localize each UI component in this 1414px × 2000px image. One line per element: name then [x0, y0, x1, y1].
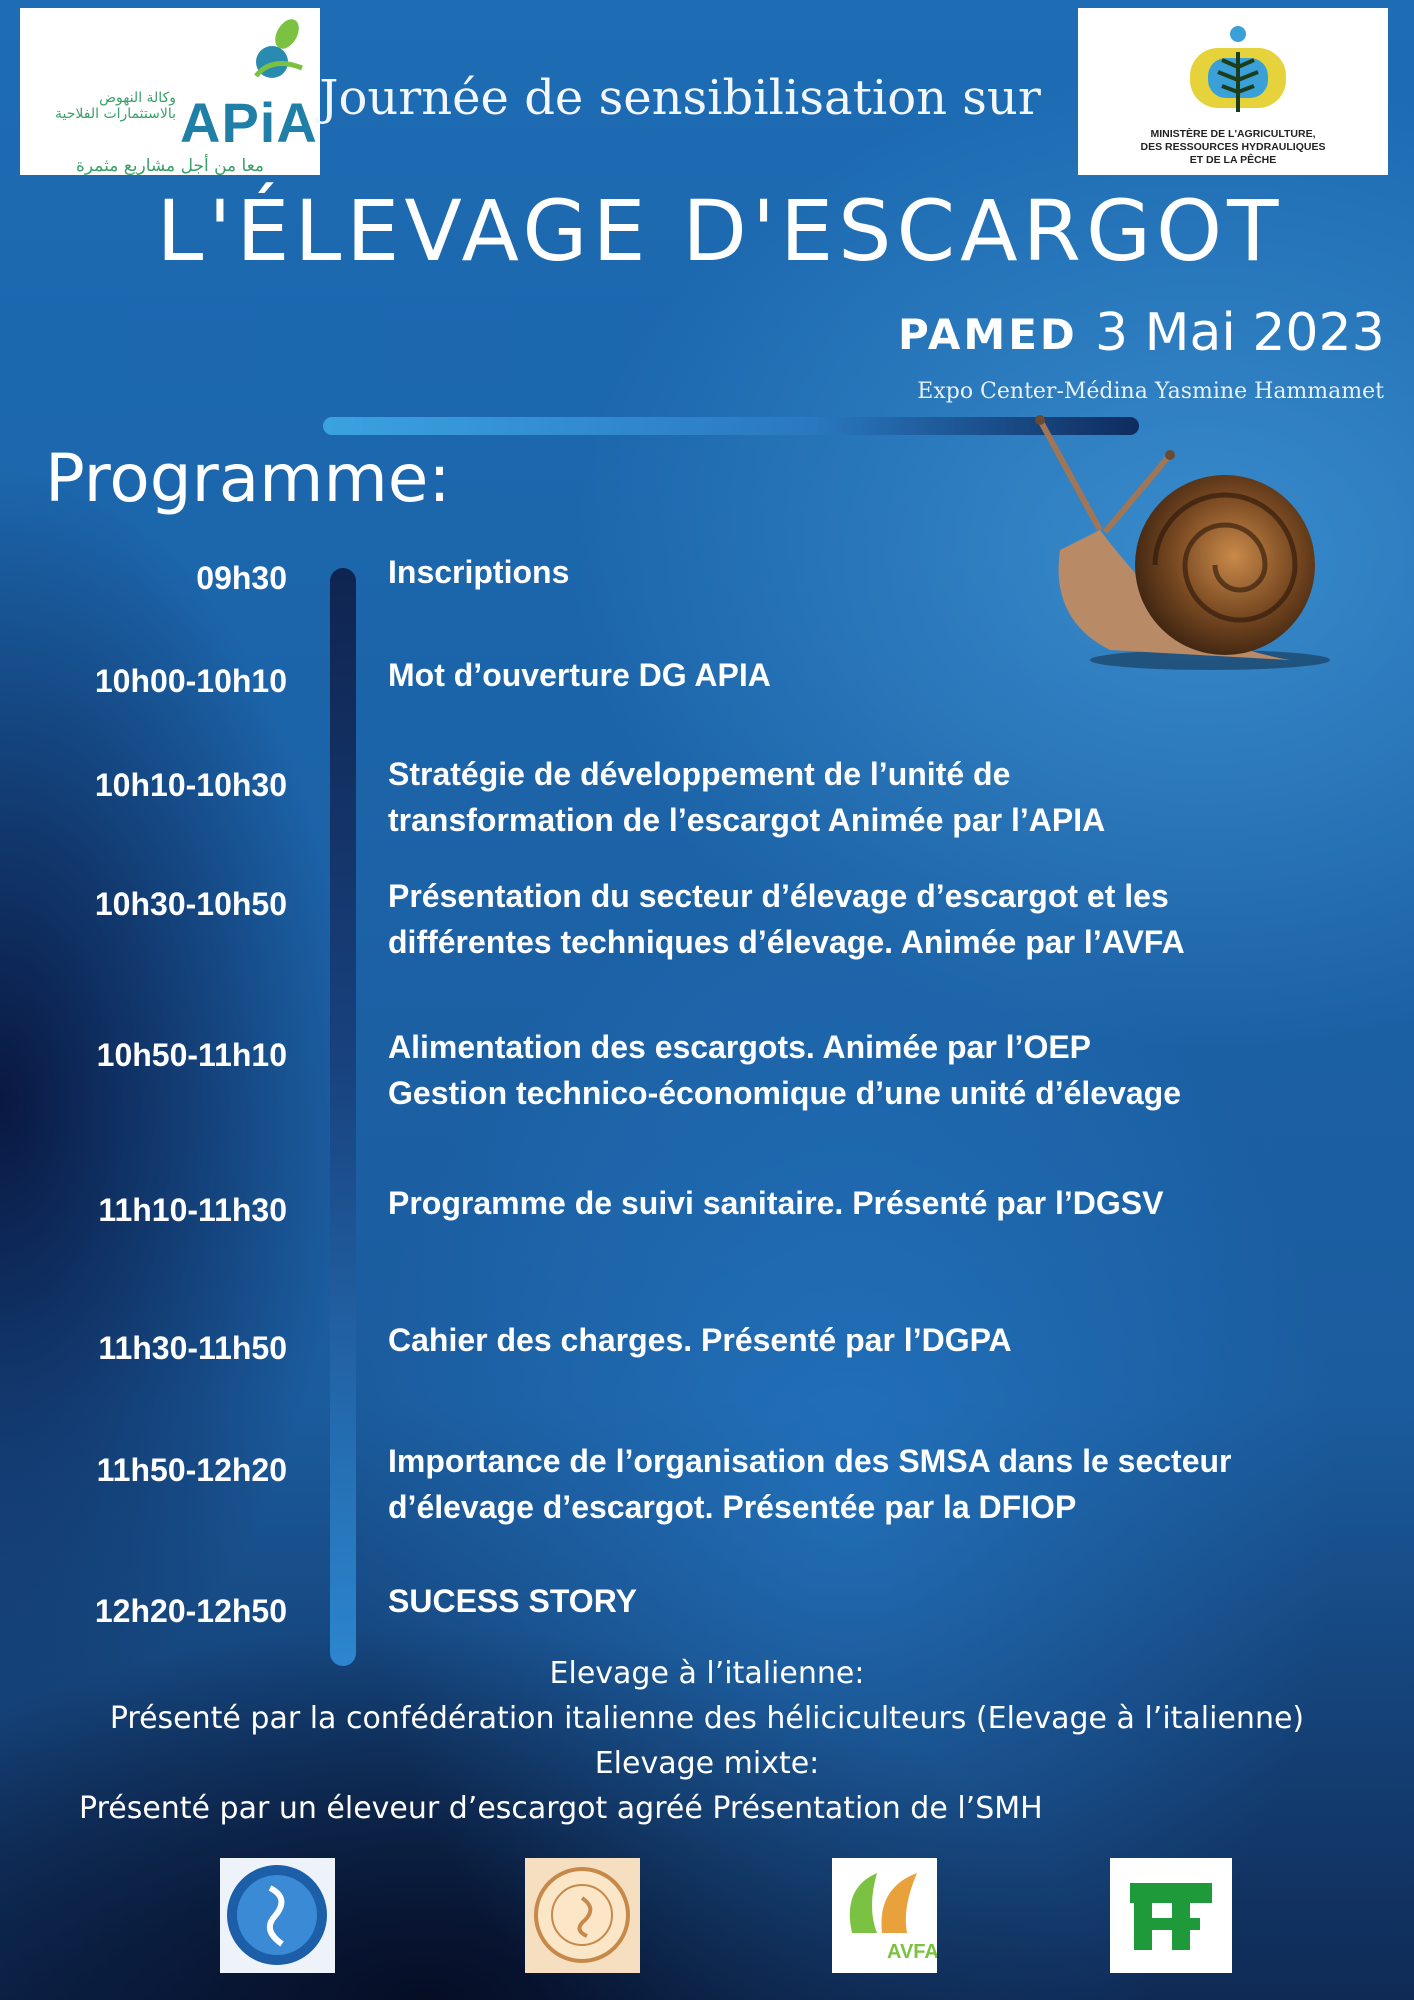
- success-story-heading-mixed: Elevage mixte:: [594, 1746, 820, 1781]
- apia-logo-text: APiA: [180, 91, 318, 154]
- event-title: L'ÉLEVAGE D'ESCARGOT: [156, 182, 1284, 280]
- programme-time: 11h50-12h20: [96, 1452, 287, 1488]
- federation-emblem-icon: [1110, 1858, 1232, 1973]
- ministry-line-3: ET DE LA PÊCHE: [1189, 154, 1277, 166]
- description-line: différentes techniques d’élevage. Animée par l’AVFA: [388, 924, 1185, 960]
- avfa-label: AVFA: [887, 1941, 937, 1963]
- programme-description: [388, 652, 1398, 698]
- description-line: Cahier des charges. Présenté par l’DGPA: [388, 1322, 1012, 1358]
- description-line: Inscriptions: [388, 554, 570, 590]
- ministry-logo: [1078, 8, 1388, 175]
- success-story-presenter-mixed: Présenté par un éleveur d’escargot agréé Présentation de l’SMH: [79, 1791, 1043, 1826]
- description-line: Programme de suivi sanitaire. Présenté par l’DGSV: [388, 1185, 1164, 1221]
- confederation-seal-icon: [525, 1858, 640, 1973]
- programme-description: [388, 1578, 1398, 1624]
- success-story-heading-italian: Elevage à l’italienne:: [549, 1656, 865, 1691]
- success-story-presenter-italian: Présenté par la confédération italienne des héliciculteurs (Elevage à l’italienne): [109, 1701, 1305, 1736]
- description-line: Mot d’ouverture DG APIA: [388, 657, 771, 693]
- partner-logo-4: [1110, 1858, 1232, 1973]
- timeline-bar: [330, 568, 356, 1666]
- programme-time: 09h30: [196, 560, 287, 596]
- description-line: Gestion technico-économique d’une unité d’élevage: [388, 1075, 1182, 1111]
- programme-time: 10h00-10h10: [94, 663, 287, 699]
- programme-time: 10h10-10h30: [94, 767, 287, 803]
- partner-logo-avfa: [832, 1858, 937, 1973]
- programme-description: [388, 1180, 1398, 1226]
- apia-arabic-name: وكالة النهوض بالاستثمارات الفلاحية: [55, 90, 176, 122]
- apia-logo: [20, 8, 320, 175]
- programme-description: [388, 873, 1398, 965]
- ministry-line-2: DES RESSOURCES HYDRAULIQUES: [1140, 141, 1326, 153]
- description-line: Stratégie de développement de l’unité de: [388, 756, 1011, 792]
- avfa-leaf-icon: [832, 1858, 937, 1973]
- description-line: transformation de l’escargot Animée par l’APIA: [388, 802, 1106, 838]
- partner-logo-1: [220, 1858, 335, 1973]
- snail-illustration: [1020, 410, 1330, 680]
- programme-description: [388, 751, 1398, 843]
- event-location: Expo Center-Médina Yasmine Hammamet: [917, 379, 1384, 404]
- circular-seal-icon: [220, 1858, 335, 1973]
- programme-time: 11h30-11h50: [98, 1330, 287, 1366]
- description-line: d’élevage d’escargot. Présentée par la DFIOP: [388, 1489, 1077, 1525]
- programme-description: [388, 1317, 1398, 1363]
- programme-time: 10h30-10h50: [94, 886, 287, 922]
- ministry-emblem-icon: [1178, 22, 1298, 122]
- apia-arabic-slogan: معا من أجل مشاريع مثمرة: [75, 156, 265, 176]
- venue-tag: PAMED: [898, 310, 1078, 359]
- programme-heading: Programme:: [45, 440, 451, 517]
- event-subtitle: Journée de sensibilisation sur: [319, 70, 1041, 126]
- programme-time: 10h50-11h10: [96, 1037, 287, 1073]
- ministry-name: [1078, 128, 1388, 167]
- programme-description: [388, 549, 1398, 595]
- partner-logo-2: [525, 1858, 640, 1973]
- programme-description: [388, 1024, 1398, 1116]
- programme-description: [388, 1438, 1398, 1530]
- description-line: SUCESS STORY: [388, 1583, 637, 1619]
- event-date: 3 Mai 2023: [1095, 303, 1385, 363]
- ministry-line-1: MINISTÈRE DE L'AGRICULTURE,: [1150, 128, 1316, 140]
- description-line: Importance de l’organisation des SMSA dans le secteur: [388, 1443, 1232, 1479]
- description-line: Alimentation des escargots. Animée par l’OEP: [388, 1029, 1092, 1065]
- programme-time: 12h20-12h50: [94, 1593, 287, 1629]
- programme-time: 11h10-11h30: [98, 1192, 287, 1228]
- header-divider-bar: [323, 417, 1139, 435]
- description-line: Présentation du secteur d’élevage d’escargot et les: [388, 878, 1169, 914]
